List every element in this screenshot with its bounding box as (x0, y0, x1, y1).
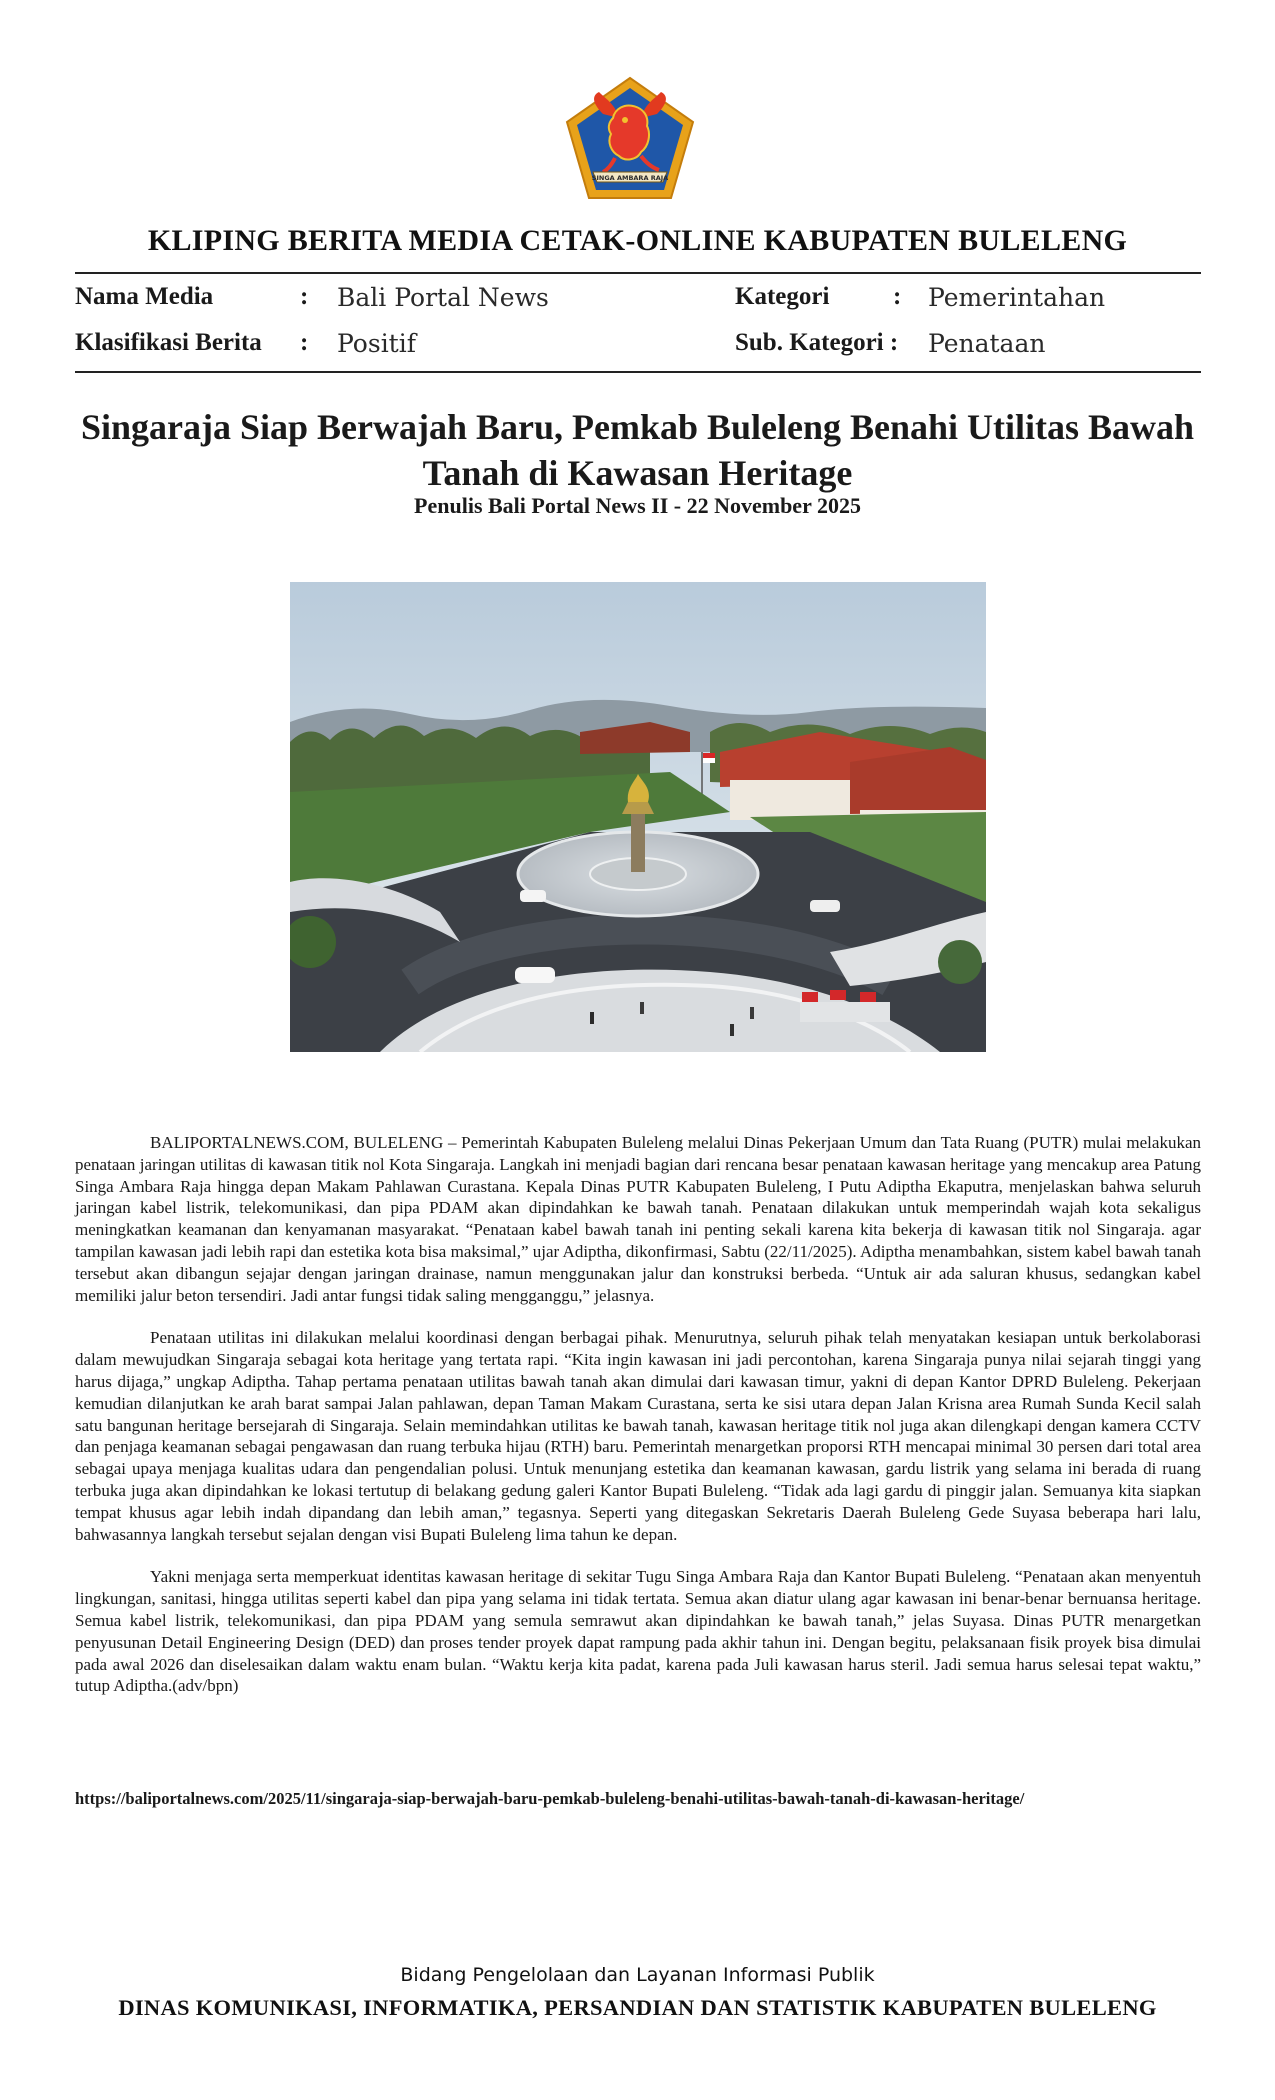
sub-category-label: Sub. Kategori : (735, 329, 899, 356)
heritage-roundabout-rendering-icon (290, 582, 986, 1052)
media-name-value: Bali Portal News (337, 283, 549, 312)
regency-logo (563, 74, 697, 202)
header-bottom-rule (75, 371, 1201, 373)
article-photo (290, 582, 986, 1052)
source-url-link[interactable]: https://baliportalnews.com/2025/11/singaraja-siap-berwajah-baru-pemkab-buleleng-benahi-utilitas-bawah-tanah-di-kawasan-heritage/ (75, 1789, 1025, 1808)
category-value: Pemerintahan (928, 283, 1106, 312)
footer-unit-name: Bidang Pengelolaan dan Layanan Informasi Publik (400, 1964, 875, 1986)
sub-category-value: Penataan (928, 329, 1046, 358)
media-name-label: Nama Media (75, 283, 214, 310)
logo-ribbon-text: SINGA AMBARA RAJA (591, 174, 669, 182)
article-paragraph-3: Yakni menjaga serta memperkuat identitas kawasan heritage di sekitar Tugu Singa Ambara Raja dan Kantor Bupati Buleleng. “Penataan akan menyentuh lingkungan, sanitasi, hingga utilitas seperti kabel dan pipa yang selama ini tidak tertata. Semua akan diatur ulang agar kawasan ini benar-benar bernuansa heritage. Semua kabel listrik, telekomunikasi, dan pipa PDAM yang semula semrawut akan dipindahkan ke bawah tanah,” jelas Suyasa. Dinas PUTR menargetkan penyusunan Detail Engineering Design (DED) dan proses tender proyek dapat rampung pada akhir tahun ini. Dengan begitu, pelaksanaan fisik proyek bisa dimulai pada awal 2026 dan diselesaikan dalam waktu enam bulan. “Waktu kerja kita padat, karena pada Juli kawasan harus steril. Jadi semua harus selesai tepat waktu,” tutup Adiptha.(adv/bpn) (75, 1567, 1201, 1696)
category-label: Kategori (735, 283, 830, 310)
news-classification-label: Klasifikasi Berita (75, 329, 262, 356)
category-separator: : (893, 283, 902, 310)
media-name-separator: : (300, 283, 309, 310)
article-paragraph-2: Penataan utilitas ini dilakukan melalui koordinasi dengan berbagai pihak. Menurutnya, seluruh pihak telah menyatakan kesiapan untuk berkolaborasi dalam mewujudkan Singaraja sebagai kota heritage yang tertata rapi. “Kita ingin kawasan ini jadi percontohan, karena Singaraja punya nilai sejarah tinggi yang harus dijaga,” ungkap Adiptha. Tahap pertama penataan utilitas bawah tanah akan dimulai dari kawasan timur, yakni di depan Kantor DPRD Buleleng. Pekerjaan kemudian dilanjutkan ke arah barat sampai Jalan pahlawan, depan Taman Makam Curastana, serta ke sisi utara depan Jalan Krisna area Rumah Sunda Kecil salah satu bangunan heritage bersejarah di Singaraja. Selain memindahkan utilitas ke bawah tanah, kawasan heritage titik nol juga akan dilengkapi dengan kamera CCTV dan penjaga keamanan sebagai pengawasan dan ruang terbuka hijau (RTH) baru. Pemerintah menargetkan proporsi RTH mencapai minimal 30 persen dari total area sebagai upaya menjaga kualitas udara dan pengendalian polusi. Untuk menunjang estetika dan keamanan kawasan, gardu listrik yang selama ini berada di ruang terbuka juga akan dipindahkan ke lokasi tertutup di belakang gedung galeri Kantor Bupati Buleleng. “Tidak ada lagi gardu di pinggir jalan. Semuanya kita siapkan tempat khusus agar lebih indah dipandang dan lebih aman,” tegasnya. Seperti yang ditegaskan Sekretaris Daerah Buleleng Gede Suyasa beberapa hari lalu, bahwasannya langkah tersebut sejalan dengan visi Bupati Buleleng lima tahun ke depan. (75, 1328, 1201, 1544)
article-headline: Singaraja Siap Berwajah Baru, Pemkab Buleleng Benahi Utilitas Bawah Tanah di Kawasan Heritage (80, 407, 1195, 493)
footer-office-name: DINAS KOMUNIKASI, INFORMATIKA, PERSANDIAN DAN STATISTIK KABUPATEN BULELENG (118, 1995, 1157, 2020)
news-classification-separator: : (300, 329, 309, 356)
news-classification-value: Positif (337, 329, 416, 358)
meta-row-1 (75, 283, 1201, 317)
header-top-rule (75, 272, 1201, 274)
article-paragraph-1: BALIPORTALNEWS.COM, BULELENG – Pemerintah Kabupaten Buleleng melalui Dinas Pekerjaan Umum dan Tata Ruang (PUTR) mulai melakukan penataan jaringan utilitas di kawasan titik nol Kota Singaraja. Langkah ini menjadi bagian dari rencana besar penataan kawasan heritage yang mencakup area Patung Singa Ambara Raja hingga depan Makam Pahlawan Curastana. Kepala Dinas PUTR Kabupaten Buleleng, I Putu Adiptha Ekaputra, menjelaskan bahwa seluruh jaringan kabel listrik, telekomunikasi, dan pipa PDAM akan dipindahkan ke bawah tanah. Penataan dilakukan untuk memperindah wajah kota sekaligus meningkatkan keamanan dan kenyamanan masyarakat. “Penataan kabel bawah tanah ini penting sekali karena kita bekerja di kawasan titik nol Singaraja. agar tampilan kawasan jadi lebih rapi dan estetika kota bisa maksimal,” ujar Adiptha, dikonfirmasi, Sabtu (22/11/2025). Adiptha menambahkan, sistem kabel bawah tanah tersebut akan dibangun sejajar dengan jaringan drainase, namun menggunakan jalur dan konstruksi berbeda. “Untuk air ada saluran khusus, sedangkan kabel memiliki jalur beton tersendiri. Jadi antar fungsi tidak saling mengganggu,” jelasnya. (75, 1133, 1201, 1305)
article-body (75, 1132, 1201, 1718)
clipping-header-title: KLIPING BERITA MEDIA CETAK-ONLINE KABUPATEN BULELENG (147, 224, 1128, 257)
article-byline: Penulis Bali Portal News II - 22 November 2025 (414, 493, 861, 518)
meta-row-2 (75, 329, 1201, 363)
singa-ambara-raja-emblem-icon (563, 74, 697, 202)
